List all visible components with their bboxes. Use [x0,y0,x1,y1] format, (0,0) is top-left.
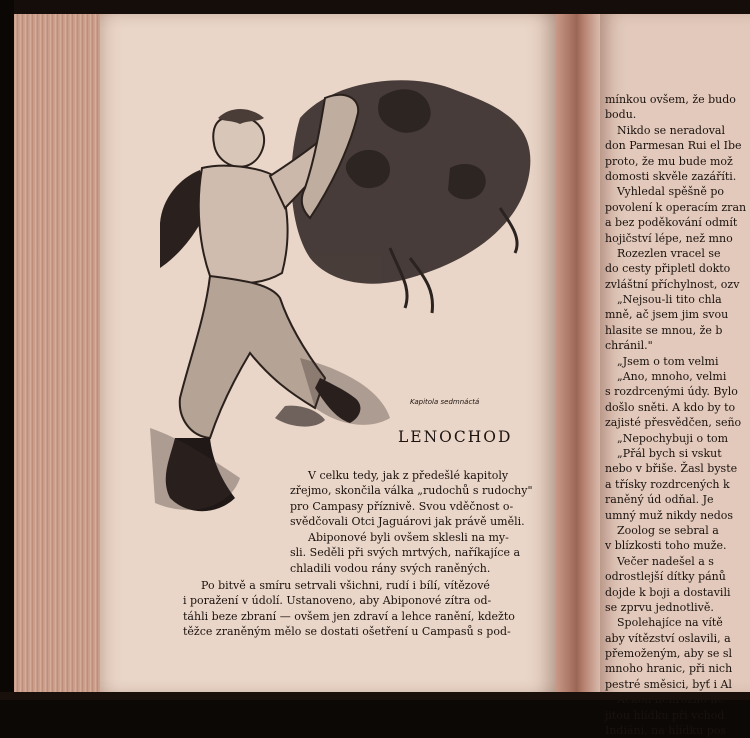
text-line: sli. Seděli při svých mrtvých, naříkajíce a [290,546,521,560]
right-text-line: zajisté přesvědčen, seño [605,416,742,430]
right-text-line: aby vítězství oslavili, a [605,631,731,645]
right-text-line: pestré směsici, byť i Al [605,677,732,691]
right-text-line: Spolehajíce na vítě [617,616,723,630]
right-text-line: povolení k operacím zran [605,200,747,214]
text-line: zřejmo, skončila válka „rudochů s rudochy" [290,484,533,498]
book-cover-top [0,0,750,14]
text-line: chladili vodou rány svých raněných. [290,561,491,575]
right-text-line: „Jsem o tom velmi [617,354,719,368]
right-text-line: se zprvu jednotlivě. [605,600,714,614]
right-text-line: Nikdo se neradoval [617,123,725,137]
right-text-line: hlasite se mnou, že b [605,323,723,337]
right-text-line: domosti skvěle zazáříti. [605,169,737,183]
text-line: i poražení v údolí. Ustanoveno, aby Abiponové zítra od- [183,594,492,608]
right-text-line: proto, že mu bude mož [605,154,733,168]
text-line: Po bitvě a smíru setrvali všichni, rudí i bílí, vítězové [201,579,490,592]
right-text-line: s rozdrcenými údy. Bylo [605,385,738,399]
right-text-line: „Ano, mnoho, velmi [617,370,727,384]
right-text-line: došlo sněti. A kdo by to [605,400,736,414]
chapter-caption: Kapitola sedmnáctá [410,398,480,406]
book-cover-left [0,0,14,700]
right-text-line: hojičství lépe, než mno [605,231,733,245]
right-text-line: a bez poděkování odmít [605,216,738,230]
right-text-line: „Nejsou-li tito chla [617,293,722,307]
right-text-line: mínkou ovšem, že budo [605,93,736,106]
right-text-line: a třísky rozdrcených k [605,477,730,491]
text-line: táhli beze zbraní — ovšem jen zdraví a lehce ranění, kdežto [183,609,515,623]
right-text-line: raněný úd odňal. Je [605,493,714,507]
right-text-line: jitou hlídku při vchod [605,708,725,722]
text-line: pro Campasy příznivě. Svou vděčnost o- [290,499,514,513]
right-text-line: Rozezlen vracel se [617,246,721,260]
right-text-line: Večer nadešel a s [617,554,714,568]
right-text-line: dojde k boji a dostavili [605,585,731,599]
right-text-line: chránil." [605,339,653,353]
paragraph-2 [290,530,521,576]
text-line: V celku tedy, jak z předešlé kapitoly [308,469,509,482]
right-text-line: Indiáni, na hlídku pos [605,724,726,738]
right-text-line: nebo v břiše. Žasl byste [605,462,738,476]
right-text-line: bodu. [605,108,637,122]
right-text-line: přemoženým, aby se sl [605,647,733,661]
right-text-line: zvláštní příchylnost, ozv [605,277,740,291]
right-text-line: don Parmesan Rui el Ibe [605,139,742,153]
text-line: těžce zraněným mělo se dostati ošetření u Campasů s pod- [183,625,511,639]
book-gutter [556,14,602,694]
right-text-line: „Přál bych si vskut [617,446,722,460]
paragraph-1 [290,468,533,530]
right-text-line: odrostlejší dítky pánů [605,570,726,584]
right-text-line: do cesty připletl dokto [605,262,731,276]
chapter-title: LENOCHOD [398,428,513,446]
right-text-line: „Nepochybuji o tom [617,431,729,445]
book-bottom-edge [0,692,750,700]
right-text-line: v blízkosti toho muže. [605,539,727,553]
right-text-line: umný muž nikdy nedos [605,508,734,522]
text-line: svědčovali Otci Jaguárovi jak právě uměli. [290,515,525,529]
text-line: Abiponové byli ovšem sklesli na my- [308,531,509,544]
page-edges [14,14,100,694]
right-text-line: mně, ač jsem jim svou [605,308,729,322]
right-text-line: Vyhledal spěšně po [617,185,725,199]
right-page-text [605,92,746,738]
right-text-line: mnoho hranic, při nich [605,662,733,676]
right-text-line: Zoolog se sebral a [617,523,719,537]
paragraph-3 [183,578,523,640]
chapter-illustration [150,58,540,528]
